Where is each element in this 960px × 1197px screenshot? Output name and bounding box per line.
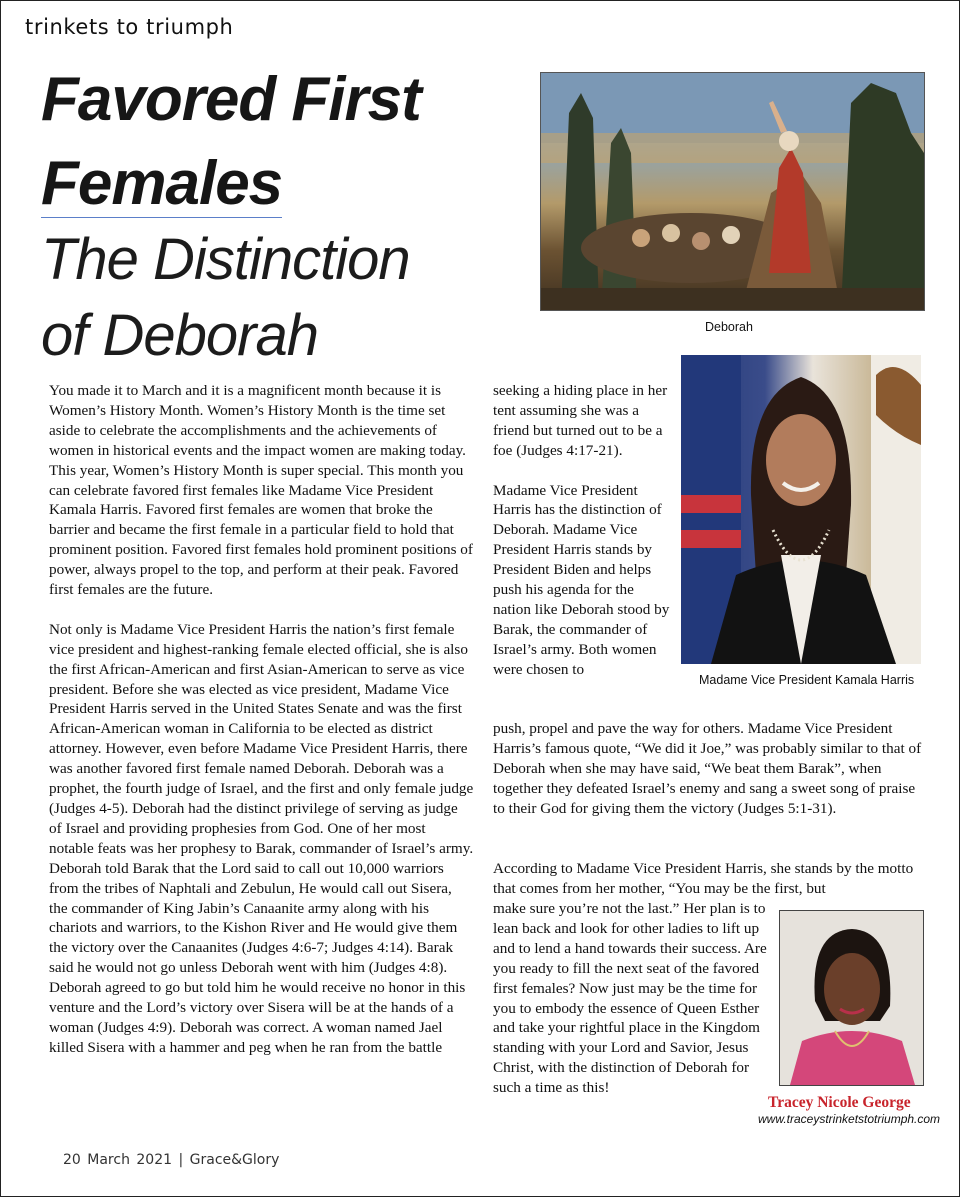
subheadline-line-1: The Distinction (41, 227, 410, 292)
author-portrait (779, 910, 924, 1086)
column-brand: trinkets to triumph (25, 15, 234, 39)
author-website: www.traceystrinketstotriumph.com (758, 1112, 941, 1126)
page-footer: 20 March 2021 | Grace&Glory (63, 1152, 280, 1168)
kamala-harris-portrait-illustration (681, 355, 921, 664)
headline-line-2: Females (41, 149, 283, 218)
article-paragraph: According to Madame Vice President Harris, she stands by the motto that comes from her mother, “You may be the first, but (493, 860, 914, 897)
article-left-column (49, 381, 474, 1058)
article-paragraph: You made it to March and it is a magnificent month because it is Women’s History Month. Women’s History Month is the time set aside to celebrate the accomplishments and the achievements of women in historical events and the impact women are making today. This year, Women’s History Month is super special. This month you can celebrate favored first females like Madame Vice President Kamala Harris. Favored first females are women that broke the barrier and became the first female in a particular field to hold that prominent position. Favored first females hold prominent positions of power, always propel to the top, and perform at their peak. Favored first females are the future. (49, 382, 473, 599)
article-right-column-end (493, 899, 773, 1098)
subheadline-line-2: of Deborah (41, 303, 318, 368)
author-name: Tracey Nicole George (768, 1094, 911, 1111)
article-right-column-bottom (493, 859, 923, 899)
deborah-painting-illustration (541, 73, 924, 310)
article-paragraph: push, propel and pave the way for others. Madame Vice President Harris’s famous quote, “We did it Joe,” was probably similar to that of Deborah when she may have said, “We beat them Barak”, when together they defeated Israel’s enemy and sang a sweet song of praise to their God for giving them the victory (Judges 5:1-31). (493, 720, 922, 817)
article-right-column-middle (493, 719, 923, 819)
headline-line-1: Favored First (41, 65, 421, 134)
deborah-painting-image (540, 72, 925, 311)
kamala-harris-portrait (681, 355, 921, 664)
deborah-image-caption: Deborah (705, 320, 753, 334)
article-right-column-top (493, 381, 673, 680)
article-paragraph: make sure you’re not the last.” Her plan is to lean back and look for other ladies to lift up and to lend a hand towards their success. Are you ready to fill the next seat of the favored first females? Now just may be the time for you to embody the essence of Queen Esther and take your rightful place in the Kingdom standing with your Lord and Savior, Jesus Christ, with the distinction of Deborah for such a time as this! (493, 900, 767, 1097)
article-paragraph: seeking a hiding place in her tent assuming she was a friend but turned out to be a foe (Judges 4:17-21). (493, 382, 668, 459)
article-paragraph: Not only is Madame Vice President Harris the nation’s first female vice president and highest-ranking female elected official, she is also the first African-American and first Asian-American to serve as vice president. Before she was elected as vice president, Madame Vice President Harris served in the United States Senate and was the first African-American woman in California to be elected as district attorney. However, even before Madame Vice President Harris, there was another favored first female named Deborah. Deborah was a prophet, the fourth judge of Israel, and the first and only female judge (Judges 4-5). Deborah had the distinct privilege of serving as judge of Israel and providing prophesies from God. One of her most notable feats was her prophesy to Barak, commander of Israel’s army. Deborah told Barak that the Lord said to call out 10,000 warriors from the tribes of Naphtali and Zebulun, He would call out Sisera, the commander of King Jabin’s Canaanite army along with his chariots and warriors, to the Kishon River and He would give them the victory over the Canaanites (Judges 4:6-7; Judges 4:14). Barak said he would not go unless Deborah went with him (Judges 4:8). Deborah agreed to go but told him he would receive no honor in this venture and the Lord’s victory over Sisera will be at the hands of a woman (Judges 4:9). Deborah was correct. A woman named Jael killed Sisera with a hammer and peg when he ran from the battle (49, 620, 474, 1056)
article-paragraph: Madame Vice President Harris has the distinction of Deborah. Madame Vice President Harris stands by President Biden and helps push his agenda for the nation like Deborah stood by Barak, the commander of Israel’s army. Both women were chosen to (493, 481, 670, 678)
harris-image-caption: Madame Vice President Kamala Harris (699, 673, 915, 687)
author-portrait-illustration (780, 911, 923, 1085)
